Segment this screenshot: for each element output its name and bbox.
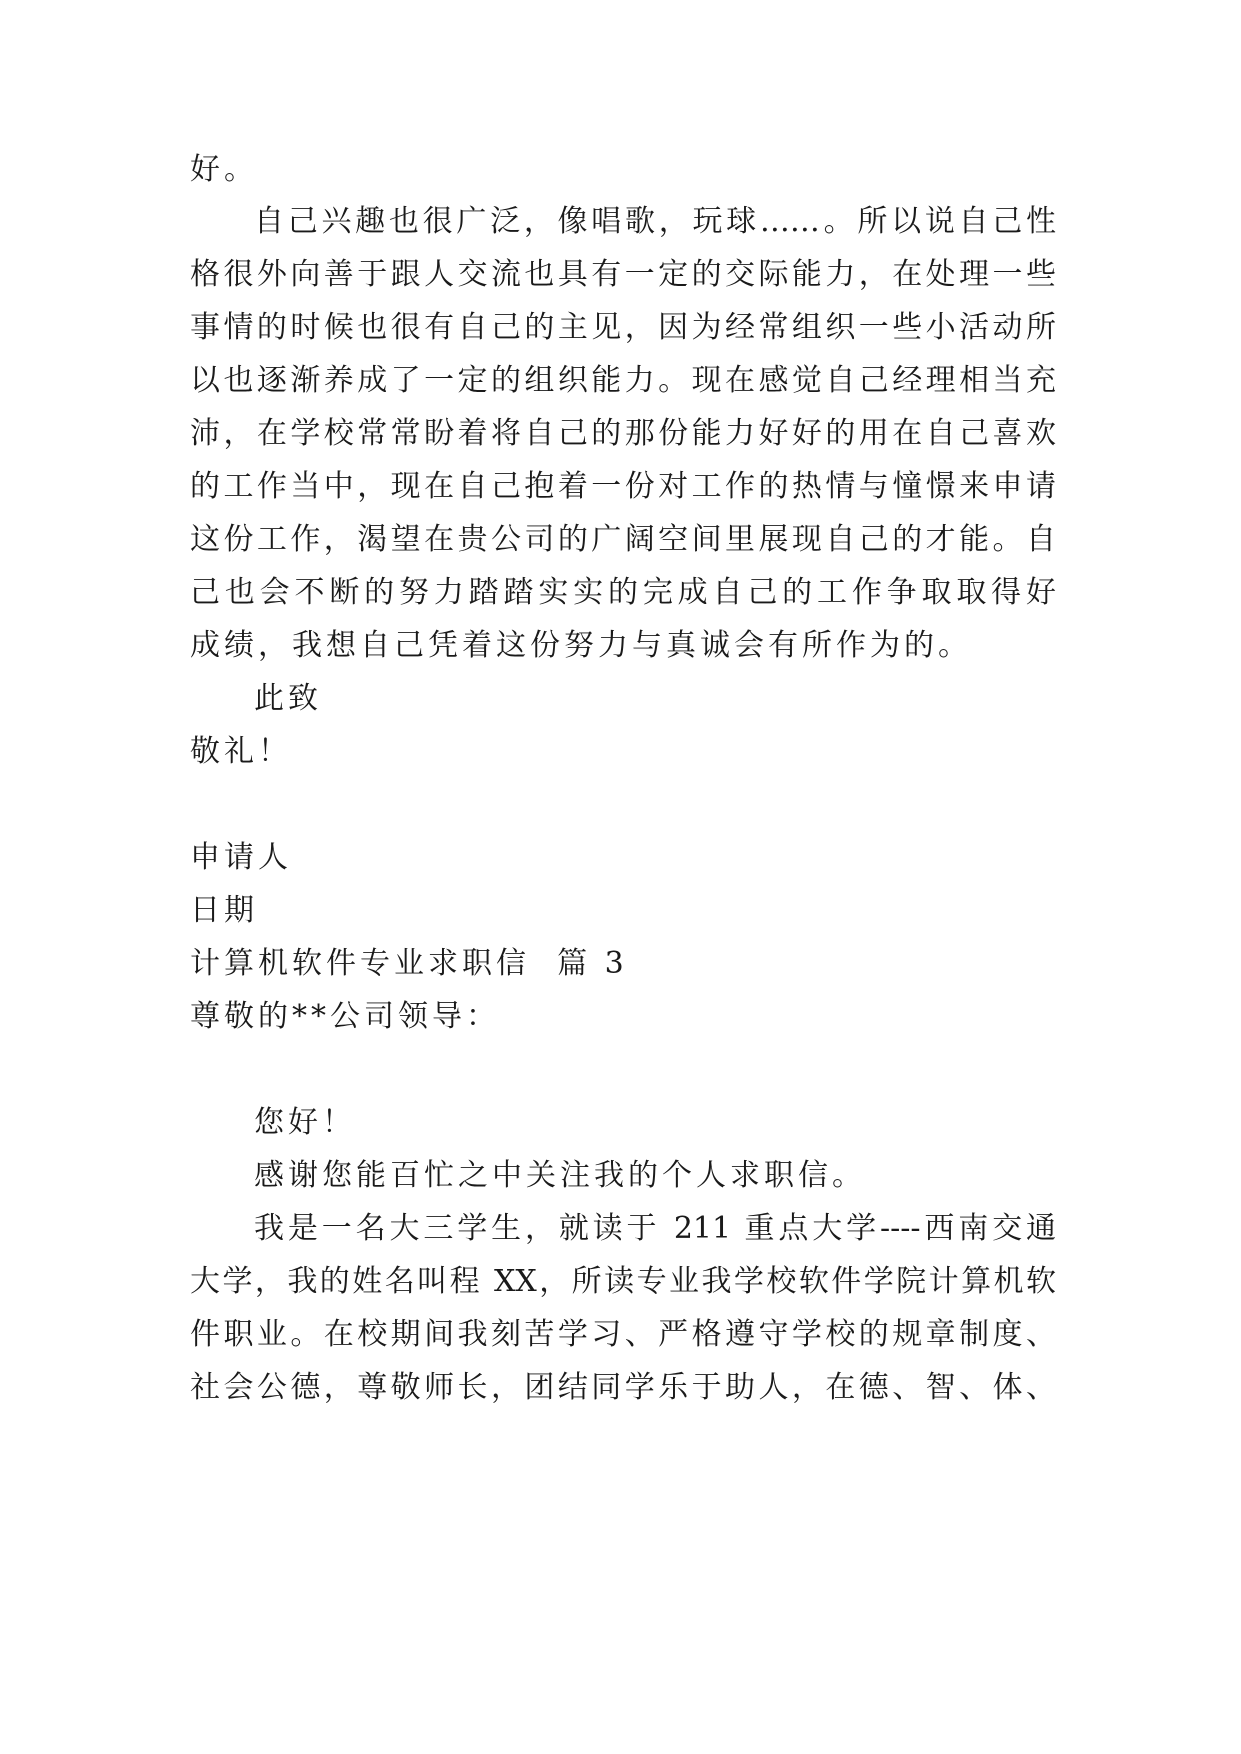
section-title: 计算机软件专业求职信 篇 3 [190,946,628,981]
paragraph-line: 社会公德，尊敬师长，团结同学乐于助人，在德、智、体、 [190,1370,1056,1405]
date-label: 日期 [190,893,258,928]
closing-line: 此致 [254,681,322,716]
signature-label: 申请人 [190,840,292,875]
salutation-line: 敬礼！ [190,734,292,769]
paragraph-line: 大学，我的姓名叫程 XX，所读专业我学校软件学院计算机软 [190,1264,1056,1299]
paragraph-line: 这份工作，渴望在贵公司的广阔空间里展现自己的才能。自 [190,522,1056,557]
paragraph-line: 以也逐渐养成了一定的组织能力。现在感觉自己经理相当充 [190,363,1056,398]
greeting-line: 尊敬的**公司领导： [190,999,500,1034]
paragraph-line: 沛，在学校常常盼着将自己的那份能力好好的用在自己喜欢 [190,416,1056,451]
paragraph-line: 事情的时候也很有自己的主见，因为经常组织一些小活动所 [190,310,1056,345]
paragraph-line: 件职业。在校期间我刻苦学习、严格遵守学校的规章制度、 [190,1317,1056,1352]
paragraph-line: 己也会不断的努力踏踏实实的完成自己的工作争取取得好 [190,575,1056,610]
paragraph-line: 自己兴趣也很广泛，像唱歌，玩球……。所以说自己性 [254,204,1056,239]
paragraph-line: 我是一名大三学生，就读于 211 重点大学----西南交通 [254,1211,1056,1246]
greeting-line: 您好！ [254,1105,356,1140]
paragraph-line: 成绩，我想自己凭着这份努力与真诚会有所作为的。 [190,628,972,663]
paragraph-line: 的工作当中，现在自己抱着一份对工作的热情与憧憬来申请 [190,469,1056,504]
paragraph-line: 感谢您能百忙之中关注我的个人求职信。 [254,1158,866,1193]
text-line: 好。 [190,152,258,187]
paragraph-line: 格很外向善于跟人交流也具有一定的交际能力，在处理一些 [190,257,1056,292]
